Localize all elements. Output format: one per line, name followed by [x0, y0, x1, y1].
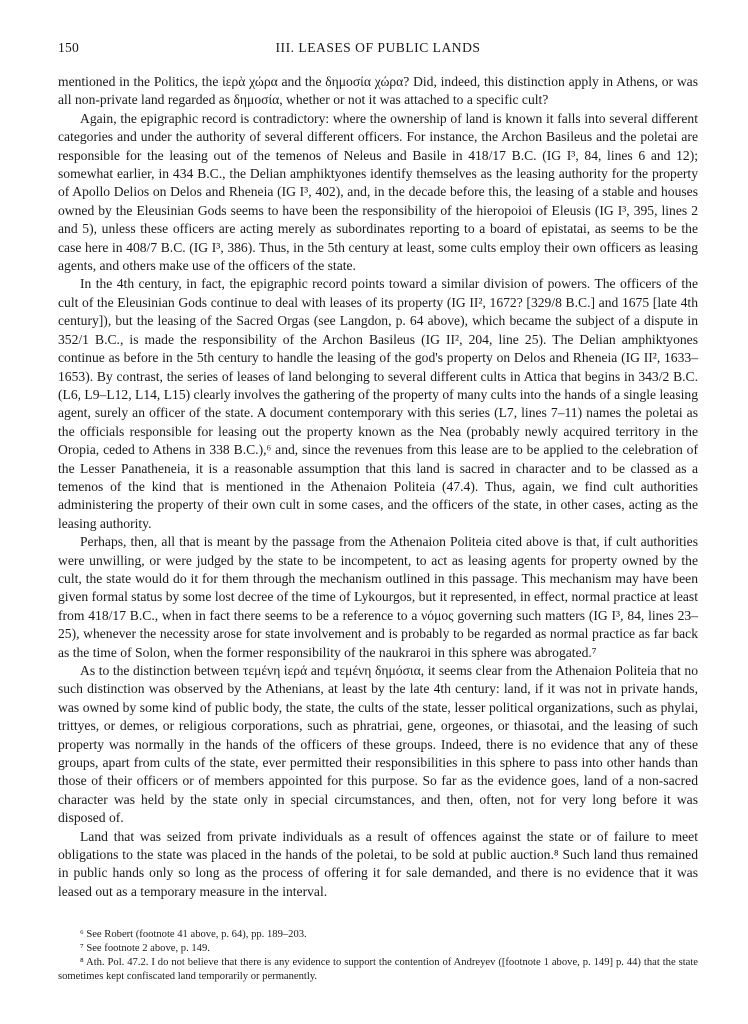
paragraph: In the 4th century, in fact, the epigraphic record points toward a similar division of powers. The officers of the cult of the Eleusinian Gods continue to deal with leases of its property (IG II², 1672? [329/8 B.C.] and 1675 [late 4th century]), but the leasing of the Sacred Orgas (see Langdon, p. 64 above), which became the subject of a dispute in 352/1 B.C., is made the responsibility of the Archon Basileus (IG II², 204, line 25). The Delian amphiktyones continue as before in the 5th century to handle the leasing of the god's property on Delos and Rheneia (IG II², 1633–1653). By contrast, the series of leases of land belonging to several different cults in Attica that begins in 343/2 B.C. (L6, L9–L12, L14, L15) clearly involves the gathering of the property of many cults into the hands of a single leasing agent, surely an officer of the state. A document contemporary with this series (L7, lines 7–11) names the poletai as the officials responsible for leasing out the property known as the Nea (probably newly acquired territory in the Oropia, ceded to Athens in 338 B.C.),⁶ and, since the revenues from this lease are to be applied to the celebration of the Lesser Panatheneia, it is a reasonable assumption that this land is sacred in character and to be classed as a temenos of the kind that is mentioned in the Athenaion Politeia (47.4). Thus, again, we find cult authorities administering the property of their own cult in some cases, and the officers of the state, in other cases, acting as the leasing authority.: [58, 276, 698, 531]
paragraph: Perhaps, then, all that is meant by the passage from the Athenaion Politeia cited above is that, if cult authorities were unwilling, or were judged by the state to be incompetent, to act as leasing agents for property owned by the cult, the state would do it for them through the mechanism outlined in this passage. This mechanism may have been given formal status by some lost decree of the time of Lykourgos, but it represented, in effect, normal practice at least from 418/17 B.C., when in fact there seems to be a reference to a νόμος governing such matters (IG I³, 84, lines 23–25), whenever the necessity arose for state involvement and is probably to be regarded as normal practice as far back as the time of Solon, when the former responsibility of the naukraroi in this sphere was abrogated.⁷: [58, 534, 698, 660]
paragraph: Land that was seized from private individuals as a result of offences against the state or of failure to meet obligations to the state was placed in the hands of the poletai, to be sold at public auction.⁸ Such land thus remained in public hands only so long as the process of offering it for sale demanded, and there is no evidence that it was leased out as a temporary measure in the interval.: [58, 828, 698, 899]
body-text: [58, 73, 698, 901]
footnote: ⁸ Ath. Pol. 47.2. I do not believe that there is any evidence to support the contention of Andreyev ([footnote 1 above, p. 149] p. 44) that the state sometimes kept confiscated land temporarily or permanently.: [58, 957, 698, 982]
paragraph: As to the distinction between τεμένη ἱερά and τεμένη δημόσια, it seems clear from the Athenaion Politeia that no such distinction was observed by the Athenians, at least by the late 4th century: land, if it was not in private hands, was owned by some kind of public body, the state, the cults of the state, lesser political organizations, such as phylai, trittyes, or demes, or religious corporations, such as phratriai, gene, orgeones, or thiasotai, and the leasing of such property was normally in the hands of the officers of these groups. Indeed, there is no evidence that any of these groups, apart from cults of the state, ever permitted their responsibilities in this sphere to pass into other hands than those of their officers or of members appointed for this purpose. So far as the evidence goes, land of a non-sacred character was held by the state only in special circumstances, and then, often, not for very long before it was disposed of.: [58, 663, 698, 826]
page-header: [58, 40, 698, 60]
footnote: ⁷ See footnote 2 above, p. 149.: [80, 943, 210, 954]
page-number: 150: [58, 40, 79, 55]
footnote: ⁶ See Robert (footnote 41 above, p. 64), pp. 189–203.: [80, 929, 307, 940]
paragraph: mentioned in the Politics, the ἱερὰ χώρα and the δημοσία χώρα? Did, indeed, this distinction apply in Athens, or was all non-private land regarded as δημοσία, whether or not it was attached to a specific cult?: [58, 74, 698, 108]
running-title: III. LEASES OF PUBLIC LANDS: [275, 40, 481, 55]
paragraph: Again, the epigraphic record is contradictory: where the ownership of land is known it falls into several different categories and under the authority of several different officers. For instance, the Archon Basileus and the poletai are responsible for the leasing out of the temenos of Neleus and Basile in 418/17 B.C. (IG I³, 84, lines 6 and 12); somewhat earlier, in 434 B.C., the Delian amphiktyones identify themselves as the leasing authority for the property of Apollo Delios on Delos and Rheneia (IG I³, 402), and, in the decade before this, the leasing of a stable and houses owned by the Eleusinian Gods seems to have been the responsibility of the hieropoioi of Eleusis (IG I³, 395, lines 2 and 5), unless these officers are acting merely as subordinates reporting to a board of epistatai, as seems to be the case here in 408/7 B.C. (IG I³, 386). Thus, in the 5th century at least, some cults employ their own officers as leasing agents, and others make use of the officers of the state.: [58, 110, 698, 274]
footnotes: [58, 928, 698, 984]
